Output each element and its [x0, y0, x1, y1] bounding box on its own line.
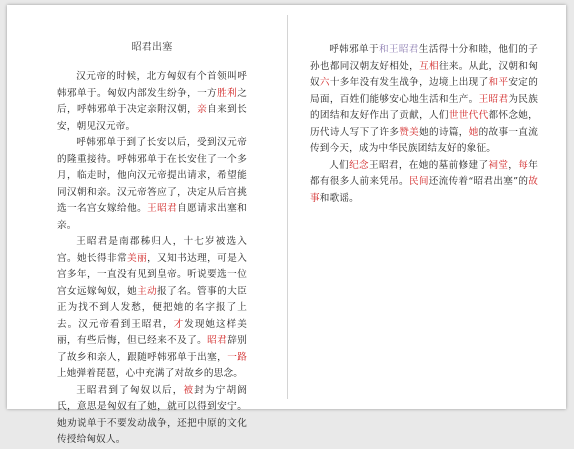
highlighted-text: 美丽 — [127, 252, 148, 264]
text-run: 还流传着“昭君出塞”的 — [428, 176, 529, 187]
text-run: 王昭君是南郡秭归人，十七岁被选入宫。她长得非常 — [57, 236, 247, 264]
highlighted-text: 主动 — [137, 285, 158, 297]
left-page-body — [57, 69, 247, 449]
text-run: 生活得十分和睦，他们的子孙也都同汉朝友好相处， — [310, 44, 538, 72]
highlighted-text: 王昭君 — [147, 203, 178, 214]
page-gutter — [287, 15, 288, 399]
text-run: 往来。从此，汉朝和匈奴 — [310, 60, 539, 88]
highlighted-text: 亲 — [197, 104, 208, 115]
text-run: 上她弹着琵琶，心中充满了对故乡的思念。 — [57, 368, 244, 379]
text-run: 十多年没有发生战争，边境上出现了 — [329, 77, 489, 88]
highlighted-text: 胜利 — [217, 87, 238, 99]
highlighted-text: 六 — [319, 77, 330, 88]
highlighted-text: 一路 — [227, 351, 247, 363]
highlighted-text: 祠堂 — [488, 159, 509, 171]
text-run: 呼韩邪单于 — [329, 44, 379, 55]
highlighted-text: 和王昭君 — [378, 44, 419, 55]
highlighted-text: 才 — [173, 318, 185, 330]
text-run: 安定的局面，百姓们能够安心地生活和生产。 — [310, 77, 539, 105]
highlighted-text: 每 — [518, 159, 529, 171]
text-run: 和歌谣。 — [319, 192, 359, 204]
text-run: ， — [508, 159, 519, 171]
highlighted-text: 和平 — [488, 77, 509, 88]
right-page-body — [310, 42, 538, 207]
highlighted-text: 民间 — [408, 176, 429, 187]
text-run: 报了名。管事的大臣正为找不到人发愁，便把她的名字报了上去。汉元帝看到王昭君， — [57, 285, 247, 330]
text-run: 自来到长安，朝见汉元帝。 — [57, 104, 247, 132]
text-run: 汉元帝的时候，北方匈奴有个首领叫呼韩邪单于。匈奴内部发生纷争，一方 — [57, 71, 247, 99]
text-run: ，又知书达理，可是入宫多年，一直没有见到皇帝。听说要选一位宫女远嫁匈奴，她 — [57, 252, 247, 297]
book-spread — [7, 5, 566, 445]
text-run: 封为宁胡阏氏，意思是匈奴有了她，就可以得到安宁。她劝说单于不要发动战争，还把中原的文化传授给匈奴人。 — [57, 384, 247, 445]
text-run: 年都有很多人前来凭吊。 — [310, 159, 538, 187]
right-page — [310, 5, 538, 409]
highlighted-text: 王昭君 — [478, 93, 509, 105]
page-title: 昭君出塞 — [131, 42, 173, 53]
text-run: 人们 — [329, 159, 350, 171]
text-run: 王昭君到了匈奴以后， — [76, 384, 184, 396]
text-run: 发现她这样美丽，有些后悔，但已经来不及了。 — [57, 318, 248, 346]
highlighted-text: 被 — [183, 384, 195, 396]
highlighted-text: 互相 — [419, 60, 439, 72]
highlighted-text: 故事 — [310, 176, 539, 204]
paragraph — [310, 158, 538, 208]
text-run: 自愿请求出塞和亲。 — [57, 203, 247, 231]
paragraph — [57, 69, 247, 135]
highlighted-text: 纪念 — [349, 159, 369, 171]
highlighted-text: 昭君 — [207, 335, 228, 346]
text-run: 之后，呼韩邪单于决定亲附汉朝， — [57, 87, 247, 115]
text-run: 呼韩邪单于到了长安以后，受到汉元帝的隆重接待。呼韩邪单于在长安住了一个多月，临走时，他向汉元帝提出请求，希望能同汉朝和亲。汉元帝答应了，决定从后宫挑选一名宫女嫁给他。 — [57, 137, 247, 214]
highlighted-text: 赞美 — [399, 126, 420, 138]
text-run: 都怀念她，历代诗人写下了许多 — [310, 110, 538, 138]
left-page — [57, 5, 248, 445]
paragraph — [57, 135, 247, 234]
highlighted-text: 世世代代 — [448, 110, 489, 121]
text-run: 的故事一直流传到今天，成为中华民族团结友好的象征。 — [310, 126, 539, 154]
paragraph — [310, 42, 538, 158]
text-run: 王昭君，在她的墓前修建了 — [369, 159, 489, 171]
text-run: 辞别了故乡和亲人，跟随呼韩邪单于出塞， — [57, 335, 248, 363]
text-run: 为民族的团结和友好作出了贡献，人们 — [310, 93, 539, 121]
highlighted-text: 她 — [468, 126, 479, 138]
text-run: 她的诗篇， — [419, 126, 469, 138]
paragraph — [57, 234, 247, 383]
